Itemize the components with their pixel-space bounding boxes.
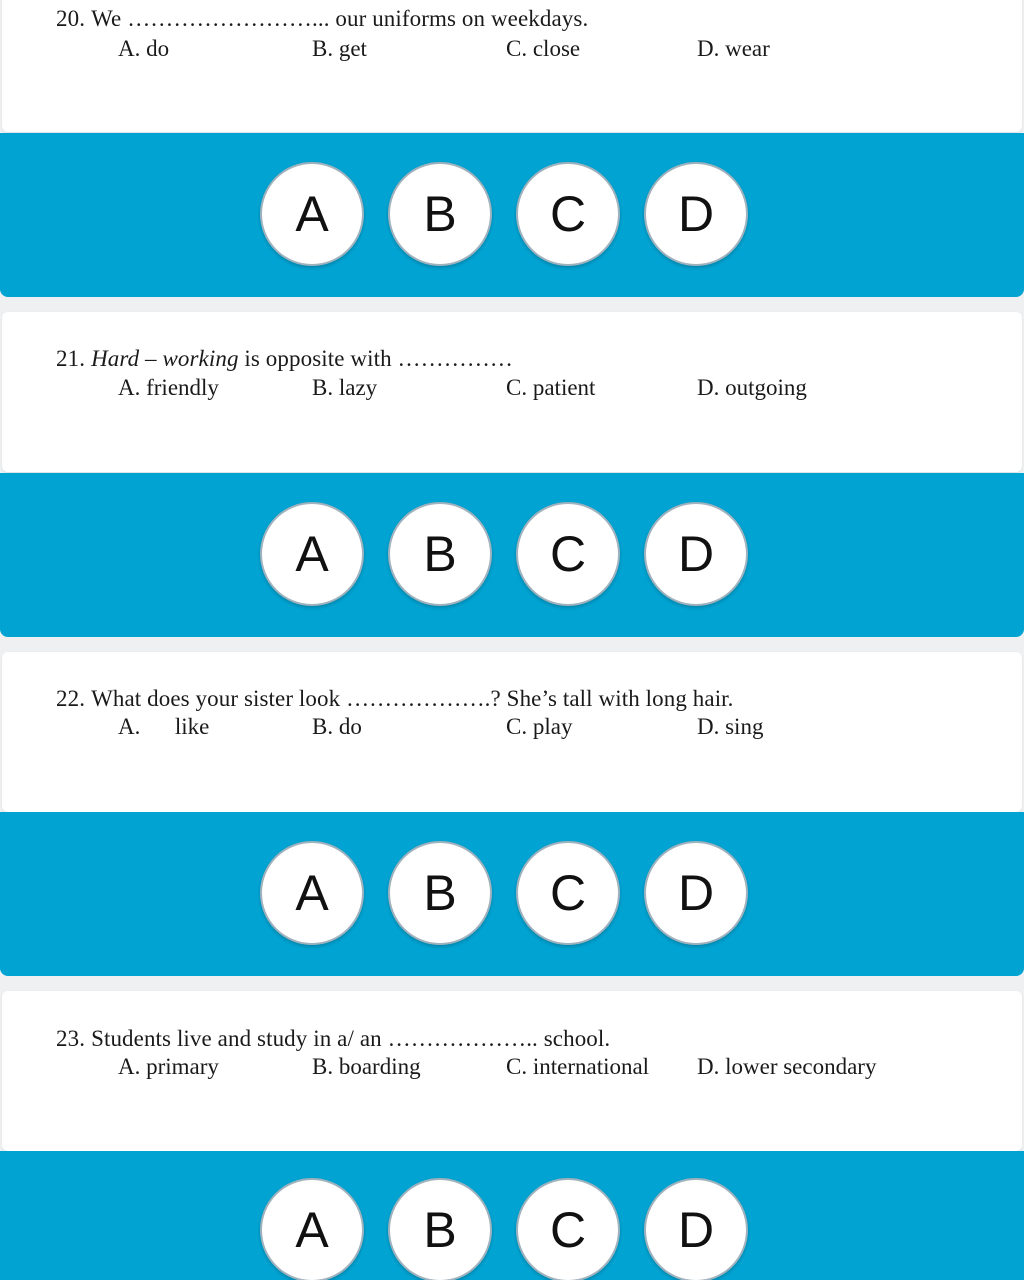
question-number: 20. bbox=[56, 6, 86, 31]
option-c-text: C. play bbox=[506, 714, 573, 739]
question-number: 21. bbox=[56, 346, 86, 371]
option-b-text: B. boarding bbox=[312, 1054, 421, 1079]
question-number: 22. bbox=[56, 686, 86, 711]
answer-panel-21 bbox=[0, 473, 1024, 637]
option-b-text: B. do bbox=[312, 714, 362, 739]
answer-panel-20 bbox=[0, 133, 1024, 297]
option-c-text: C. patient bbox=[506, 375, 596, 400]
question-stem bbox=[56, 686, 734, 712]
option-c-text: C. close bbox=[506, 36, 581, 61]
option-d-text: D. lower secondary bbox=[697, 1054, 877, 1079]
answer-button-b[interactable]: B bbox=[388, 502, 492, 606]
stem-text-before: What does your sister look bbox=[91, 686, 347, 711]
question-stem bbox=[56, 346, 513, 372]
question-card-20 bbox=[2, 0, 1022, 132]
option-a-text: A. primary bbox=[118, 1054, 219, 1079]
question-number: 23. bbox=[56, 1026, 86, 1051]
question-card-22 bbox=[2, 652, 1022, 812]
answer-button-d[interactable]: D bbox=[644, 841, 748, 945]
option-a-text: A. do bbox=[118, 36, 170, 61]
option-c-text: C. international bbox=[506, 1054, 650, 1079]
answer-button-c[interactable]: C bbox=[516, 1178, 620, 1280]
answer-button-a[interactable]: A bbox=[260, 502, 364, 606]
answer-button-c[interactable]: C bbox=[516, 841, 620, 945]
stem-text-before: We bbox=[91, 6, 128, 31]
answer-button-a[interactable]: A bbox=[260, 841, 364, 945]
option-d-text: D. outgoing bbox=[697, 375, 807, 400]
answer-panel-23 bbox=[0, 1151, 1024, 1280]
option-a-text: A. friendly bbox=[118, 375, 219, 400]
question-stem bbox=[56, 1026, 610, 1052]
answer-button-a[interactable]: A bbox=[260, 1178, 364, 1280]
answer-button-d[interactable]: D bbox=[644, 502, 748, 606]
stem-text-after: is opposite with …………… bbox=[238, 346, 514, 371]
stem-text-after: ……………………... our uniforms on weekdays. bbox=[127, 6, 589, 31]
answer-button-d[interactable]: D bbox=[644, 162, 748, 266]
option-d-text: D. wear bbox=[697, 36, 770, 61]
question-card-23 bbox=[2, 991, 1022, 1151]
answer-button-d[interactable]: D bbox=[644, 1178, 748, 1280]
option-b-text: B. lazy bbox=[312, 375, 378, 400]
answer-button-a[interactable]: A bbox=[260, 162, 364, 266]
stem-text-after: ……………….. school. bbox=[387, 1026, 611, 1051]
stem-text-after: ……………….? She’s tall with long hair. bbox=[346, 686, 734, 711]
answer-button-b[interactable]: B bbox=[388, 841, 492, 945]
option-b-text: B. get bbox=[312, 36, 367, 61]
question-card-21 bbox=[2, 312, 1022, 472]
answer-button-b[interactable]: B bbox=[388, 162, 492, 266]
question-stem bbox=[56, 6, 588, 32]
answer-panel-22 bbox=[0, 812, 1024, 976]
answer-button-c[interactable]: C bbox=[516, 162, 620, 266]
stem-text-before: Students live and study in a/ an bbox=[91, 1026, 388, 1051]
option-d-text: D. sing bbox=[697, 714, 764, 739]
answer-button-c[interactable]: C bbox=[516, 502, 620, 606]
option-a-text: A. like bbox=[118, 714, 210, 739]
stem-text-italic: Hard – working bbox=[91, 346, 239, 371]
answer-button-b[interactable]: B bbox=[388, 1178, 492, 1280]
